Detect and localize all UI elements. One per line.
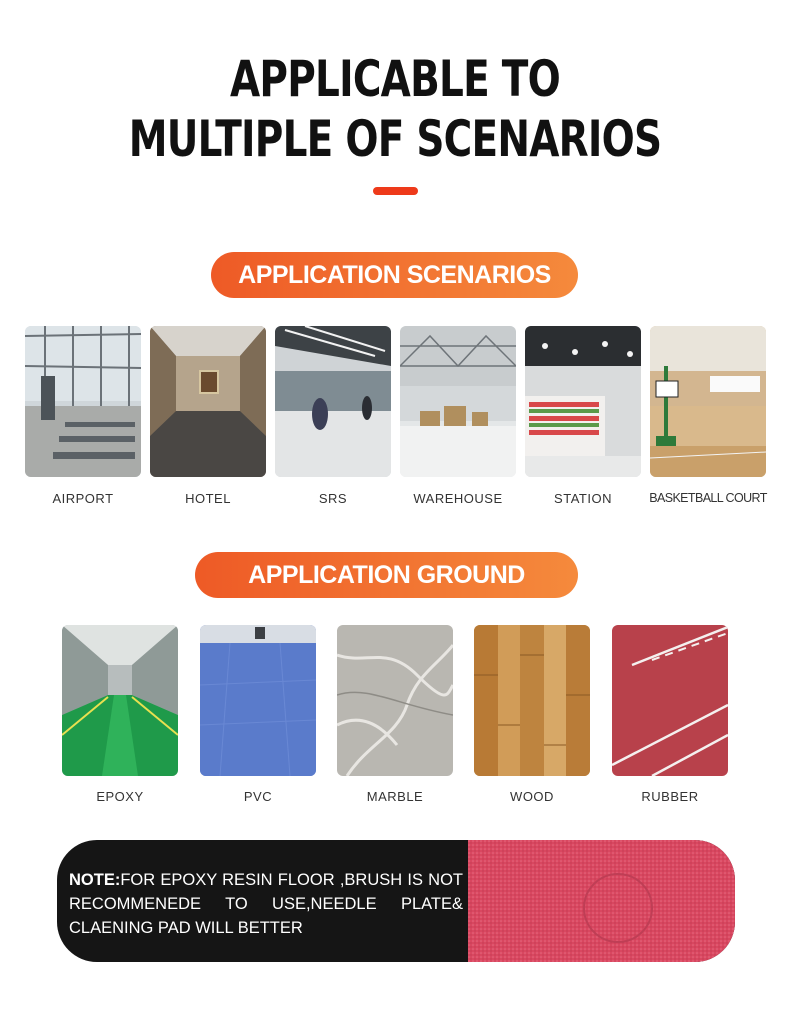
scenario-label-hotel: HOTEL <box>185 491 231 506</box>
scenario-label-srs: SRS <box>318 491 348 506</box>
pvc-floor-photo <box>200 625 316 776</box>
note-prefix: NOTE: <box>69 871 121 889</box>
scenario-label-warehouse: WAREHOUSE <box>413 491 503 506</box>
note-body: FOR EPOXY RESIN FLOOR ,BRUSH IS NOT RECOMMENEDE TO USE,NEEDLE PLATE& CLAENING PAD WILL BETTER <box>69 871 463 937</box>
epoxy-floor-photo <box>62 625 178 776</box>
page-title-line1: APPLICABLE TO <box>230 50 560 108</box>
ground-label-epoxy: EPOXY <box>96 789 144 804</box>
scenario-label-airport: AIRPORT <box>52 491 114 506</box>
basketball-court-photo <box>650 326 766 477</box>
scenario-label-station: STATION <box>554 491 612 506</box>
warehouse-photo <box>400 326 516 477</box>
subway-photo <box>275 326 391 477</box>
airport-photo <box>25 326 141 477</box>
scenario-label-basketball-court: BASKETBALL COURT <box>649 491 767 505</box>
note-text <box>69 868 463 940</box>
note-banner <box>57 840 735 962</box>
ground-label-rubber: RUBBER <box>641 789 699 804</box>
accent-bar <box>373 187 418 195</box>
ground-label-marble: MARBLE <box>366 789 424 804</box>
hotel-photo <box>150 326 266 477</box>
wood-floor-photo <box>474 625 590 776</box>
rubber-floor-photo <box>612 625 728 776</box>
ground-label-pvc: PVC <box>243 789 273 804</box>
ground-heading: APPLICATION GROUND <box>195 552 578 598</box>
scenarios-heading: APPLICATION SCENARIOS <box>211 252 578 298</box>
cleaning-pad-photo <box>468 840 735 962</box>
ground-label-wood: WOOD <box>510 789 554 804</box>
station-photo <box>525 326 641 477</box>
page-title-line2: MULTIPLE OF SCENARIOS <box>128 110 662 168</box>
marble-floor-photo <box>337 625 453 776</box>
